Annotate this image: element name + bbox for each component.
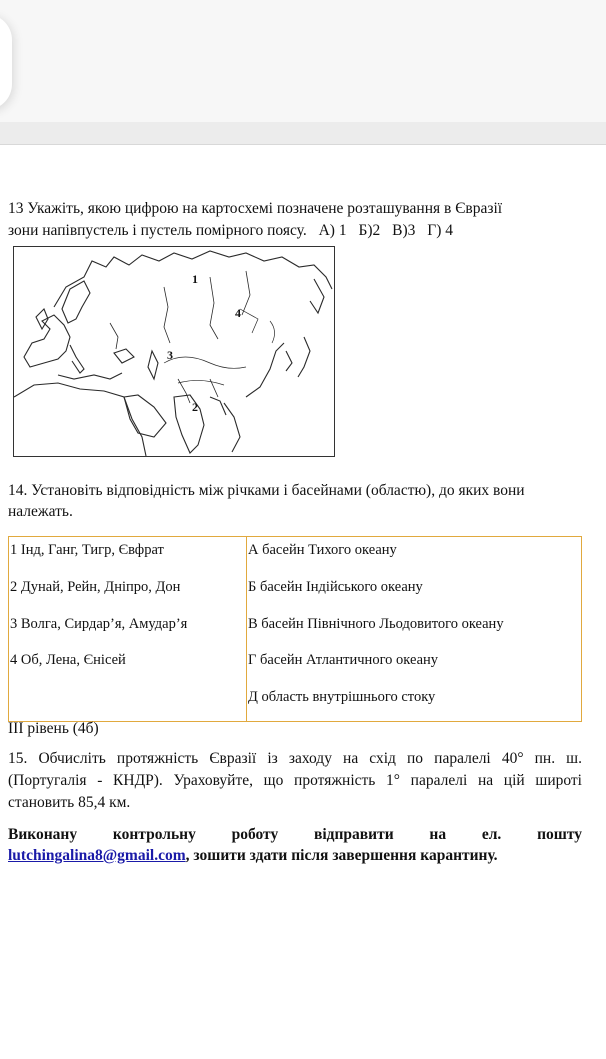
rivers-column bbox=[9, 537, 247, 722]
river-item: 2 Дунай, Рейн, Дніпро, Дон bbox=[10, 578, 181, 595]
option-g: Г) 4 bbox=[427, 222, 454, 239]
river-item: 4 Об, Лена, Єнісей bbox=[10, 652, 126, 669]
separator bbox=[0, 122, 606, 144]
option-v: В)3 bbox=[392, 222, 416, 239]
side-panel-edge bbox=[0, 14, 12, 110]
basin-item: Г басейн Атлантичного океану bbox=[248, 652, 439, 669]
basin-item: В басейн Північного Льодовитого океану bbox=[248, 615, 504, 632]
river-item: 1 Інд, Ганг, Тигр, Євфрат bbox=[10, 542, 164, 558]
question-13-text: 13 Укажіть, якою цифрою на картосхемі позначене розташування в Євразії bbox=[8, 200, 503, 217]
question-14-text: 14. Установіть відповідність між річками і басейнами (областю), до яких вони bbox=[8, 482, 525, 499]
basin-item: Д область внутрішнього стоку bbox=[248, 689, 436, 706]
top-bar bbox=[0, 0, 606, 122]
option-b: Б)2 bbox=[358, 222, 381, 239]
question-15-text: 15. Обчисліть протяжність Євразії із заходу на схід по паралелі 40° пн. ш. bbox=[8, 750, 582, 767]
submission-instruction-rest: , зошити здати після завершення карантину. bbox=[185, 847, 498, 864]
question-14-text-cont: належать. bbox=[8, 503, 73, 520]
basin-item: А басейн Тихого океану bbox=[248, 542, 397, 558]
question-15-text-cont: (Португалія - КНДР). Ураховуйте, що протяжність 1° паралелі на цій широті bbox=[8, 772, 582, 789]
map-label-2: 2 bbox=[192, 400, 198, 414]
question-13-text-line2: зони напівпустель і пустель помірного поясу. bbox=[8, 222, 307, 239]
level-heading: ІІІ рівень (4б) bbox=[8, 720, 99, 737]
map-label-3: 3 bbox=[167, 348, 173, 362]
option-a: А) 1 bbox=[318, 222, 347, 239]
river-item: 3 Волга, Сирдар’я, Амудар’я bbox=[10, 615, 188, 632]
basins-column bbox=[247, 537, 582, 722]
basin-item: Б басейн Індійського океану bbox=[248, 578, 423, 595]
question-15-text-end: становить 85,4 км. bbox=[8, 794, 131, 811]
submission-instruction: Виконану контрольну роботу відправити на ел. пошту bbox=[8, 826, 582, 843]
eurasia-map bbox=[13, 246, 335, 457]
separator-line bbox=[0, 144, 606, 145]
map-label-1: 1 bbox=[192, 272, 198, 286]
question-13-text-cont bbox=[8, 220, 461, 242]
email-link[interactable]: lutchingalina8@gmail.com bbox=[8, 847, 186, 864]
map-label-4: 4 bbox=[235, 306, 241, 320]
matching-table bbox=[8, 536, 582, 722]
eurasia-outline-map bbox=[14, 247, 334, 456]
submission-instruction-cont bbox=[8, 845, 498, 867]
